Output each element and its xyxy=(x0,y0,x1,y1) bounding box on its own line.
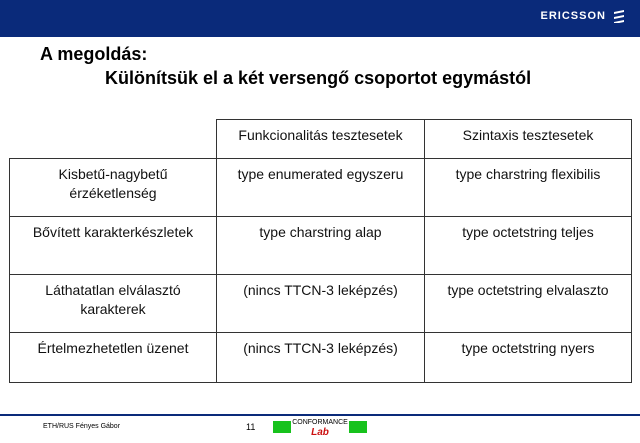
header-bar xyxy=(0,0,640,37)
footer-divider xyxy=(0,414,640,416)
table-corner-cell xyxy=(10,120,217,159)
brand-logo xyxy=(541,9,626,23)
footer-author: ETH/RUS Fényes Gábor xyxy=(43,423,121,430)
column-header: Szintaxis tesztesetek xyxy=(425,120,632,159)
row-label: Értelmezhetetlen üzenet xyxy=(10,333,217,383)
row-label: Láthatatlan elválasztó karakterek xyxy=(10,275,217,333)
table-row xyxy=(10,217,632,275)
table-cell: type enumerated egyszeru xyxy=(217,159,425,217)
logo-green-block-left xyxy=(273,421,291,433)
table-row xyxy=(10,333,632,383)
table-row xyxy=(10,275,632,333)
table-row xyxy=(10,159,632,217)
table-cell: type octetstring elvalaszto xyxy=(425,275,632,333)
table-cell: (nincs TTCN-3 leképzés) xyxy=(217,275,425,333)
row-label: Kisbetű-nagybetű érzéketlenség xyxy=(10,159,217,217)
logo-green-block-right xyxy=(349,421,367,433)
table-cell: type charstring alap xyxy=(217,217,425,275)
table-cell: type octetstring nyers xyxy=(425,333,632,383)
slide-subtitle: Különítsük el a két versengő csoportot egymástól xyxy=(105,68,532,88)
column-header: Funkcionalitás tesztesetek xyxy=(217,120,425,159)
table-cell: (nincs TTCN-3 leképzés) xyxy=(217,333,425,383)
row-label: Bővített karakterkészletek xyxy=(10,217,217,275)
logo-text-bottom: Lab xyxy=(311,427,329,438)
conformance-lab-logo xyxy=(273,419,367,439)
slide-title: A megoldás: xyxy=(40,44,148,64)
ericsson-icon xyxy=(612,9,626,23)
page-number: 11 xyxy=(246,422,256,432)
table-header-row xyxy=(10,120,632,159)
comparison-table xyxy=(9,119,632,383)
brand-name: ERICSSON xyxy=(540,10,606,22)
table-cell: type octetstring teljes xyxy=(425,217,632,275)
table-cell: type charstring flexibilis xyxy=(425,159,632,217)
logo-text-top: CONFORMANCE xyxy=(292,419,348,426)
